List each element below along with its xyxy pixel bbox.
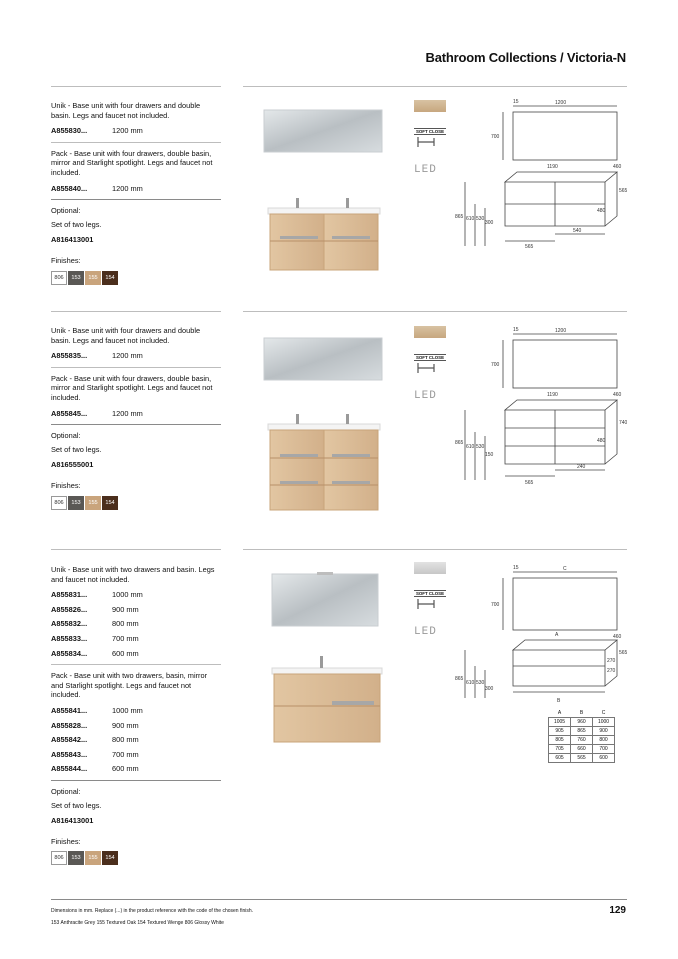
mirror [264, 338, 382, 380]
dim-bottom-width: B [557, 698, 561, 704]
table-row [549, 727, 615, 736]
section-3-text [51, 565, 221, 865]
table-cell: 760 [571, 736, 593, 745]
divider [51, 664, 221, 665]
drawer-handle [280, 454, 318, 457]
finish-swatch-anthracite-grey: 153 [68, 496, 84, 510]
finish-swatches [51, 496, 221, 510]
dim-bottom-width-2: 540 [573, 228, 582, 234]
table-cell: 805 [549, 736, 571, 745]
section-1-top-rule-left [51, 86, 221, 87]
drawer-handle [332, 481, 370, 484]
dim-bottom-width-2: 240 [577, 464, 586, 470]
soft-close-icon [414, 597, 446, 611]
basin-top-outline [505, 400, 617, 410]
dim-height-2: 610 [466, 680, 475, 686]
finish-swatch-textured-wenge: 154 [102, 851, 118, 865]
product-code: A855841... [51, 705, 88, 715]
unik-description: Unik - Base unit with four drawers and double basin. Legs and faucet not included. [51, 326, 201, 345]
divider [51, 424, 221, 425]
table-cell: 565 [571, 754, 593, 763]
dim-bottom-width: 565 [525, 480, 534, 486]
product-row [51, 619, 221, 629]
table-cell: 900 [593, 727, 615, 736]
technical-drawing-section-3 [455, 562, 627, 706]
product-photo-section-3 [262, 568, 388, 748]
product-size: 700 mm [112, 749, 139, 759]
faucet-icon [346, 414, 349, 424]
feature-icons-section-2 [414, 326, 446, 402]
product-row [51, 721, 221, 731]
basin-top [268, 208, 380, 214]
product-row [51, 706, 221, 716]
product-row [51, 590, 221, 600]
section-3-top-rule-right [243, 549, 627, 550]
wood-sample-icon [414, 100, 446, 112]
dim-height-1: 865 [455, 214, 464, 220]
wood-sample-icon [414, 326, 446, 338]
table-header: B [579, 710, 584, 716]
soft-close-label: SOFT CLOSE [415, 129, 445, 134]
dim-side-1: 270 [607, 658, 616, 664]
mirror-outline [513, 112, 617, 160]
optional-label: Optional: [51, 206, 81, 216]
dim-base-width: 1190 [547, 392, 558, 398]
section-1-text [51, 101, 221, 285]
cabinet-left [270, 214, 324, 270]
table-row [549, 745, 615, 754]
dim-inner: 480 [597, 438, 606, 444]
dim-drawer-height: 565 [619, 650, 627, 656]
table-cell: 960 [571, 718, 593, 727]
dim-mirror-height: 700 [491, 602, 500, 608]
finish-swatch-textured-wenge: 154 [102, 271, 118, 285]
legs-code: A816555001 [51, 460, 94, 470]
led-label: LED [414, 164, 437, 176]
table-header-row [549, 709, 615, 718]
optional-label: Optional: [51, 431, 81, 441]
dim-base-width: 1190 [547, 164, 558, 170]
dim-height-2: 610 [466, 216, 475, 222]
section-3-top-rule-left [51, 549, 221, 550]
table-header: C [601, 710, 606, 716]
product-code: A855842... [51, 735, 88, 745]
basin-top-outline [505, 172, 617, 182]
spotlight [317, 572, 333, 575]
white-sample-icon [414, 562, 446, 574]
dim-height-3: 530 [476, 680, 485, 686]
section-2-text [51, 326, 221, 510]
finish-swatch-glossy-white: 806 [51, 496, 67, 510]
product-size: 800 mm [112, 619, 139, 629]
dim-drawer-height: 565 [619, 188, 627, 194]
product-size: 900 mm [112, 604, 139, 614]
finish-swatch-textured-wenge: 154 [102, 496, 118, 510]
product-row [51, 764, 221, 774]
unik-description: Unik - Base unit with four drawers and double basin. Legs and faucet not included. [51, 101, 201, 120]
product-size: 1200 mm [112, 351, 143, 361]
dim-mirror-height: 700 [491, 134, 500, 140]
finishes-label: Finishes: [51, 836, 81, 846]
table-cell: 605 [549, 754, 571, 763]
product-size: 600 mm [112, 648, 139, 658]
cabinet-right [324, 214, 378, 270]
table-cell: 660 [571, 745, 593, 754]
table-row [549, 736, 615, 745]
table-cell: 600 [593, 754, 615, 763]
product-code: A855845... [51, 408, 88, 418]
dim-mirror-height: 700 [491, 362, 500, 368]
soft-close-icon [414, 135, 446, 149]
dim-depth: 15 [513, 327, 519, 333]
finish-swatch-textured-oak: 155 [85, 496, 101, 510]
product-size: 1200 mm [112, 183, 143, 193]
dim-height-2: 610 [466, 444, 475, 450]
finish-swatch-glossy-white: 806 [51, 851, 67, 865]
divider [51, 367, 221, 368]
soft-close-icon [414, 361, 446, 375]
product-row [51, 605, 221, 615]
table-header: A [557, 710, 562, 716]
dim-base-depth: 460 [613, 164, 622, 170]
finishes-label: Finishes: [51, 255, 81, 265]
dim-width: 1200 [555, 328, 567, 334]
product-size: 800 mm [112, 735, 139, 745]
table-cell: 905 [549, 727, 571, 736]
footnote-finish-codes: 153 Anthracite Grey 155 Textured Oak 154 Textured Wenge 806 Glossy White [51, 920, 224, 926]
cabinet-outline [505, 172, 617, 226]
dim-drawer-height: 740 [619, 420, 627, 426]
dim-height-3: 530 [476, 444, 485, 450]
product-row [51, 126, 221, 136]
optional-label: Optional: [51, 786, 81, 796]
divider [51, 780, 221, 781]
product-code: A855843... [51, 749, 88, 759]
mirror [272, 574, 378, 626]
finish-swatches [51, 851, 221, 865]
dim-base-depth: 460 [613, 634, 622, 640]
soft-close-label: SOFT CLOSE [415, 591, 445, 596]
technical-drawing-section-1 [455, 96, 627, 256]
cabinet-right [324, 430, 378, 510]
product-size: 700 mm [112, 633, 139, 643]
mirror-outline [513, 578, 617, 630]
finish-swatch-anthracite-grey: 153 [68, 271, 84, 285]
finishes-label: Finishes: [51, 480, 81, 490]
table-row [549, 754, 615, 763]
feature-icons-section-3 [414, 562, 446, 638]
mirror [264, 110, 382, 152]
drawer-handle [280, 236, 318, 239]
product-row [51, 735, 221, 745]
product-row [51, 409, 221, 419]
unik-description: Unik - Base unit with two drawers and basin. Legs and faucet not included. [51, 565, 215, 584]
section-2-top-rule-right [243, 311, 627, 312]
product-photo-section-2 [258, 330, 388, 520]
soft-close-label: SOFT CLOSE [415, 355, 445, 360]
dim-bottom-width: 565 [525, 244, 534, 250]
product-code: A855831... [51, 590, 88, 600]
product-row [51, 184, 221, 194]
page-number: 129 [609, 905, 626, 916]
product-row [51, 351, 221, 361]
basin-top [268, 424, 380, 430]
basin-top-outline [513, 640, 617, 650]
drawer-handle [332, 236, 370, 239]
feature-icons-section-1 [414, 100, 446, 176]
section-1-top-rule-right [243, 86, 627, 87]
product-code: A855830... [51, 126, 88, 136]
dim-height-4: 150 [485, 452, 494, 458]
product-photo-section-1 [258, 100, 388, 272]
finish-swatch-anthracite-grey: 153 [68, 851, 84, 865]
faucet-icon [296, 198, 299, 208]
product-code: A855826... [51, 604, 88, 614]
cabinet-outline [513, 640, 617, 686]
finish-swatch-textured-oak: 155 [85, 271, 101, 285]
finish-swatch-textured-oak: 155 [85, 851, 101, 865]
dim-width: C [563, 566, 567, 572]
legs-label: Set of two legs. [51, 800, 102, 810]
dim-side-2: 270 [607, 668, 616, 674]
legs-code: A816413001 [51, 816, 94, 826]
legs-label: Set of two legs. [51, 219, 102, 229]
product-row [51, 750, 221, 760]
product-row [51, 634, 221, 644]
dim-height-3: 530 [476, 216, 485, 222]
finish-swatch-glossy-white: 806 [51, 271, 67, 285]
table-cell: 800 [593, 736, 615, 745]
dim-inner: 480 [597, 208, 606, 214]
footer-rule [51, 899, 627, 900]
product-size: 1000 mm [112, 590, 143, 600]
technical-drawing-section-2 [455, 324, 627, 490]
dim-height-4: 300 [485, 220, 494, 226]
size-table [548, 709, 615, 763]
drawer-handle [332, 454, 370, 457]
faucet-icon [296, 414, 299, 424]
cabinet [274, 674, 380, 742]
product-size: 1200 mm [112, 126, 143, 136]
dim-height-1: 865 [455, 440, 464, 446]
table-cell: 1005 [549, 718, 571, 727]
product-size: 600 mm [112, 764, 139, 774]
product-code: A855844... [51, 764, 88, 774]
dim-height-4: 300 [485, 686, 494, 692]
dim-height-1: 865 [455, 676, 464, 682]
mirror-outline [513, 340, 617, 388]
drawer-handle [280, 481, 318, 484]
pack-description: Pack - Base unit with four drawers, double basin, mirror and Starlight spotlight. Legs and faucet not included. [51, 373, 213, 402]
footnote-dimensions: Dimensions in mm. Replace (...) in the product reference with the code of the chosen finish. [51, 908, 254, 914]
product-code: A855832... [51, 619, 88, 629]
legs-code: A816413001 [51, 235, 94, 245]
dim-depth: 15 [513, 565, 519, 571]
table-cell: 705 [549, 745, 571, 754]
section-2-top-rule-left [51, 311, 221, 312]
divider [51, 199, 221, 200]
dim-base-width: A [555, 632, 559, 638]
product-size: 900 mm [112, 720, 139, 730]
divider [51, 142, 221, 143]
led-label: LED [414, 626, 437, 638]
product-code: A855833... [51, 633, 88, 643]
led-label: LED [414, 390, 437, 402]
product-row [51, 649, 221, 659]
drawer-handle [332, 701, 374, 705]
pack-description: Pack - Base unit with two drawers, basin, mirror and Starlight spotlight. Legs and faucet not included. [51, 671, 208, 700]
product-code: A855835... [51, 351, 88, 361]
table-cell: 1000 [593, 718, 615, 727]
basin-top [272, 668, 382, 674]
product-code: A855828... [51, 720, 88, 730]
product-code: A855834... [51, 648, 88, 658]
table-cell: 865 [571, 727, 593, 736]
cabinet-left [270, 430, 324, 510]
table-row [549, 718, 615, 727]
dim-base-depth: 460 [613, 392, 622, 398]
pack-description: Pack - Base unit with four drawers, double basin, mirror and Starlight spotlight. Legs and faucet not included. [51, 148, 213, 177]
dim-depth: 15 [513, 99, 519, 105]
legs-label: Set of two legs. [51, 444, 102, 454]
page-title: Bathroom Collections / Victoria-N [425, 50, 626, 65]
product-code: A855840... [51, 183, 88, 193]
table-cell: 700 [593, 745, 615, 754]
finish-swatches [51, 271, 221, 285]
product-size: 1000 mm [112, 705, 143, 715]
faucet-icon [346, 198, 349, 208]
product-size: 1200 mm [112, 408, 143, 418]
faucet-icon [320, 656, 323, 668]
dim-width: 1200 [555, 100, 567, 106]
